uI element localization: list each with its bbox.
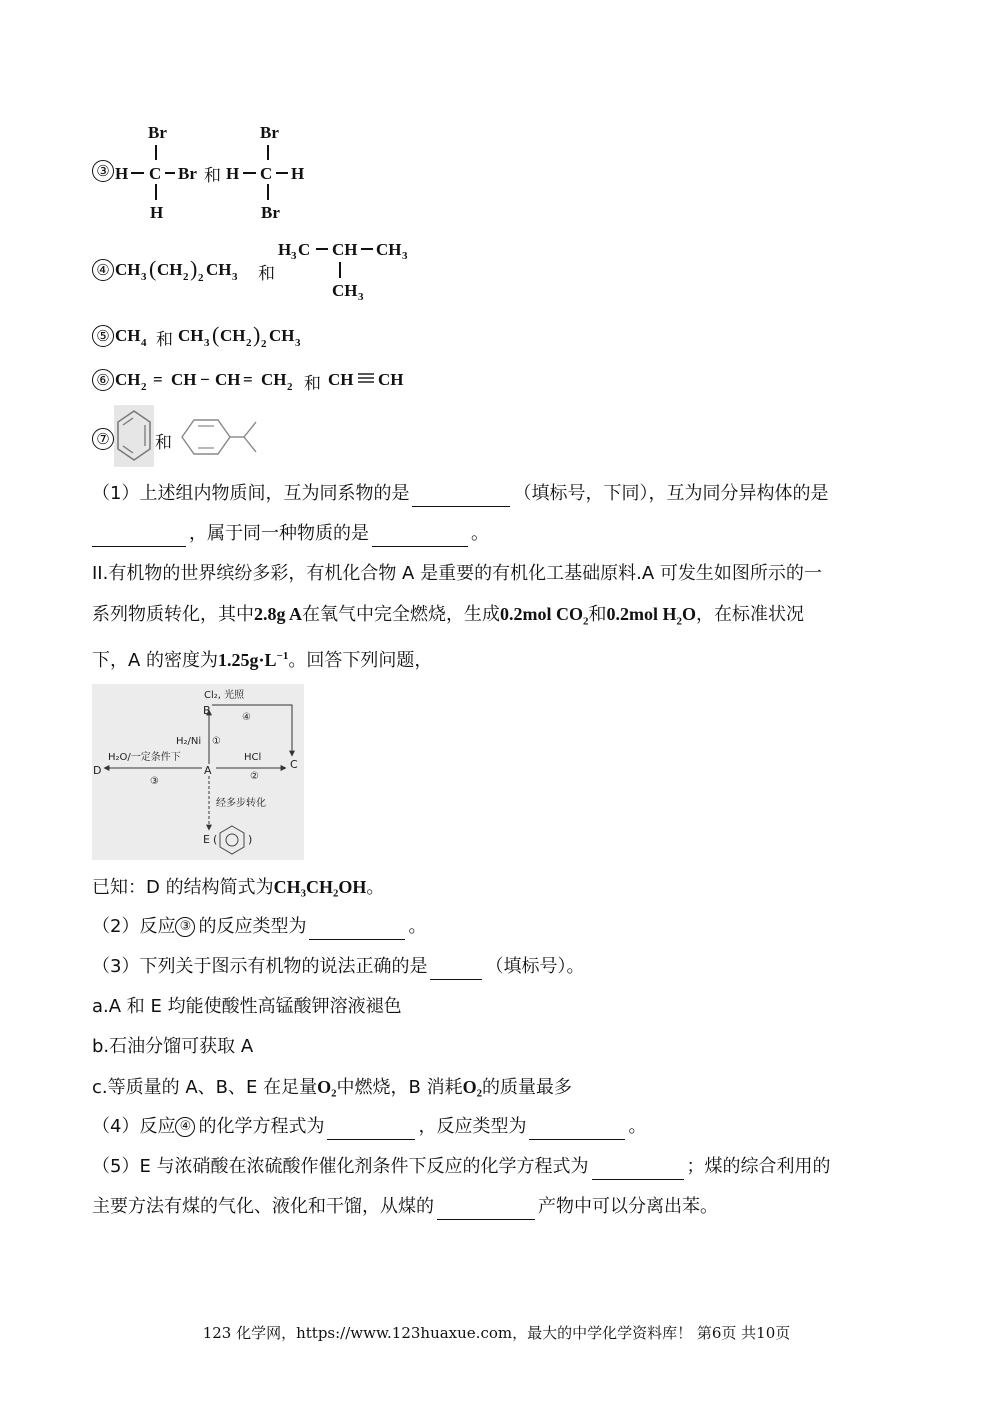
svg-text:CH: CH [206, 260, 232, 279]
svg-text:): ) [248, 833, 253, 846]
reaction-scheme-figure [92, 684, 304, 860]
scheme-node-d: D [93, 764, 102, 777]
svg-text:H: H [115, 164, 129, 183]
answer-blank-reaction-4-type[interactable] [529, 1119, 625, 1140]
scheme-step-4: ④ [242, 712, 251, 723]
item-number-7: ⑦ [92, 428, 114, 450]
svg-text:2: 2 [198, 272, 204, 284]
question-5-line1: （5）E 与浓硝酸在浓硫酸作催化剂条件下反应的化学方程式为 ；煤的综合利用的 [92, 1154, 831, 1180]
svg-text:2: 2 [141, 381, 147, 393]
svg-text:CH: CH [376, 240, 402, 259]
item-number-4: ④ [92, 259, 114, 281]
svg-text:H: H [291, 164, 305, 183]
scheme-h2ni-label: H₂/Ni [176, 736, 202, 747]
question-1-line2: ，属于同一种物质的是 。 [92, 521, 489, 547]
svg-text:CH: CH [115, 260, 141, 279]
svg-text:3: 3 [358, 291, 364, 303]
svg-text:2: 2 [183, 271, 189, 283]
question-4: （4）反应 ④ 的化学方程式为 ，反应类型为 。 [92, 1114, 646, 1140]
svg-text:=: = [243, 370, 253, 389]
svg-text:3: 3 [291, 250, 297, 262]
answer-blank-coal-product[interactable] [437, 1199, 535, 1220]
svg-text:CH: CH [220, 326, 246, 345]
svg-text:2: 2 [261, 338, 267, 350]
svg-text:H: H [226, 164, 240, 183]
svg-text:C: C [298, 240, 311, 259]
svg-text:3: 3 [232, 271, 238, 283]
svg-text:Br: Br [260, 123, 279, 142]
answer-blank-nitration-equation[interactable] [592, 1159, 684, 1180]
svg-text:CH: CH [332, 281, 358, 300]
methane-formula [115, 318, 155, 352]
svg-text:(: ( [149, 256, 157, 281]
svg-text:3: 3 [141, 271, 147, 283]
svg-text:CH: CH [215, 370, 241, 389]
scheme-step-1: ① [212, 736, 221, 747]
butane-formula [115, 252, 265, 286]
section-2-line3: 下，A 的密度为$1.25g\cdot L^{-1}$。回答下列问题， [92, 650, 433, 671]
scheme-hcl-label: HCl [244, 752, 262, 763]
svg-text:CH: CH [115, 370, 141, 389]
question-1-line1: （1）上述组内物质间，互为同系物的是 （填标号，下同），互为同分异构体的是 [92, 481, 828, 507]
svg-text:3: 3 [402, 250, 408, 262]
svg-text:CH: CH [178, 326, 204, 345]
svg-text:Br: Br [178, 164, 197, 183]
isobutane-structure [276, 234, 416, 304]
question-2: （2）反应 ③ 的反应类型为 。 [92, 914, 426, 940]
reaction-scheme [92, 684, 304, 860]
page-footer: 123 化学网，https://www.123huaxue.com，最大的中学化学资料库！ 第6页 共10页 [202, 1324, 791, 1342]
svg-text:H: H [150, 203, 164, 222]
ethanol-formula: CH₃CH₂OH [273, 877, 367, 897]
svg-text:=: = [153, 370, 163, 389]
scheme-node-b: B [203, 704, 211, 717]
density-value: $1.25g\cdot L^{-1}$ [218, 650, 289, 670]
answer-blank-reaction-4-equation[interactable] [327, 1119, 415, 1140]
svg-text:−: − [200, 370, 210, 389]
and-text: 和 [258, 264, 275, 284]
svg-text:CH: CH [261, 370, 287, 389]
svg-text:CH: CH [115, 326, 141, 345]
scheme-node-a: A [204, 764, 212, 777]
svg-text:CH: CH [157, 260, 183, 279]
item-number-6: ⑥ [92, 369, 114, 391]
h2o-amount: 0.2mol $H_2O$ [606, 604, 697, 628]
answer-blank-correct-options[interactable] [430, 959, 482, 980]
cumene-structure [176, 412, 260, 462]
svg-text:CH: CH [328, 370, 354, 389]
question-3: （3）下列关于图示有机物的说法正确的是 （填标号）。 [92, 954, 584, 980]
option-a: a.A 和 E 均能使酸性高锰酸钾溶液褪色 [92, 996, 402, 1017]
svg-text:CH: CH [269, 326, 295, 345]
svg-text:(: ( [212, 322, 220, 347]
answer-blank-homologs[interactable] [412, 486, 510, 507]
co2-amount: 0.2mol $CO_2$ [500, 604, 589, 628]
item-number-5: ⑤ [92, 325, 114, 347]
svg-text:CH: CH [171, 370, 197, 389]
item-number-3: ③ [92, 160, 114, 182]
svg-text:Br: Br [261, 203, 280, 222]
answer-blank-reaction-3-type[interactable] [309, 919, 405, 940]
answer-blank-same-substance[interactable] [372, 526, 468, 547]
svg-text:CH: CH [378, 370, 404, 389]
and-text: 和 [204, 166, 221, 186]
scheme-step-3: ③ [150, 776, 159, 787]
scheme-h2o-label: H₂O/一定条件下 [108, 752, 181, 763]
answer-blank-isomers[interactable] [92, 526, 186, 547]
section-2-line1: II.有机物的世界缤纷多彩，有机化合物 A 是重要的有机化工基础原料.A 可发生如图所示的一 [92, 563, 822, 584]
svg-text:C: C [149, 164, 162, 183]
svg-text:(: ( [213, 833, 218, 846]
and-text: 和 [304, 374, 321, 394]
benzene-structure [114, 405, 154, 467]
svg-text:C: C [260, 164, 273, 183]
scheme-node-c: C [290, 758, 298, 771]
svg-text:CH: CH [332, 240, 358, 259]
scheme-step-2: ② [250, 771, 259, 782]
scheme-multistep-label: 经多步转化 [216, 798, 266, 809]
butadiene-formula [115, 362, 305, 396]
question-5-line2: 主要方法有煤的气化、液化和干馏，从煤的 产物中可以分离出苯。 [92, 1194, 718, 1220]
svg-text:H: H [278, 240, 292, 259]
svg-text:): ) [253, 322, 261, 347]
svg-text:2: 2 [287, 381, 293, 393]
option-b: b.石油分馏可获取 A [92, 1036, 254, 1057]
mass-value: 2.8g A [254, 604, 303, 624]
svg-text:): ) [190, 256, 198, 281]
acetylene-formula [326, 362, 416, 396]
scheme-cl2-label: Cl₂, 光照 [204, 690, 245, 701]
butane-formula-2 [178, 318, 328, 352]
svg-text:3: 3 [295, 337, 301, 349]
option-c: c.等质量的 A、B、E 在足量O₂中燃烧，B 消耗O₂的质量最多 [92, 1077, 572, 1098]
and-text: 和 [155, 433, 172, 453]
and-text: 和 [156, 330, 173, 350]
section-2-line2: 系列物质转化，其中2.8g A在氧气中完全燃烧，生成0.2mol $CO_2$和0.2mol $H_2O$，在标准状况 [92, 604, 805, 628]
svg-text:4: 4 [141, 337, 147, 349]
svg-text:2: 2 [246, 337, 252, 349]
svg-text:3: 3 [204, 337, 210, 349]
known-info: 已知：D 的结构简式为CH₃CH₂OH。 [92, 877, 385, 898]
scheme-node-e: E [203, 833, 210, 846]
svg-text:Br: Br [148, 123, 167, 142]
